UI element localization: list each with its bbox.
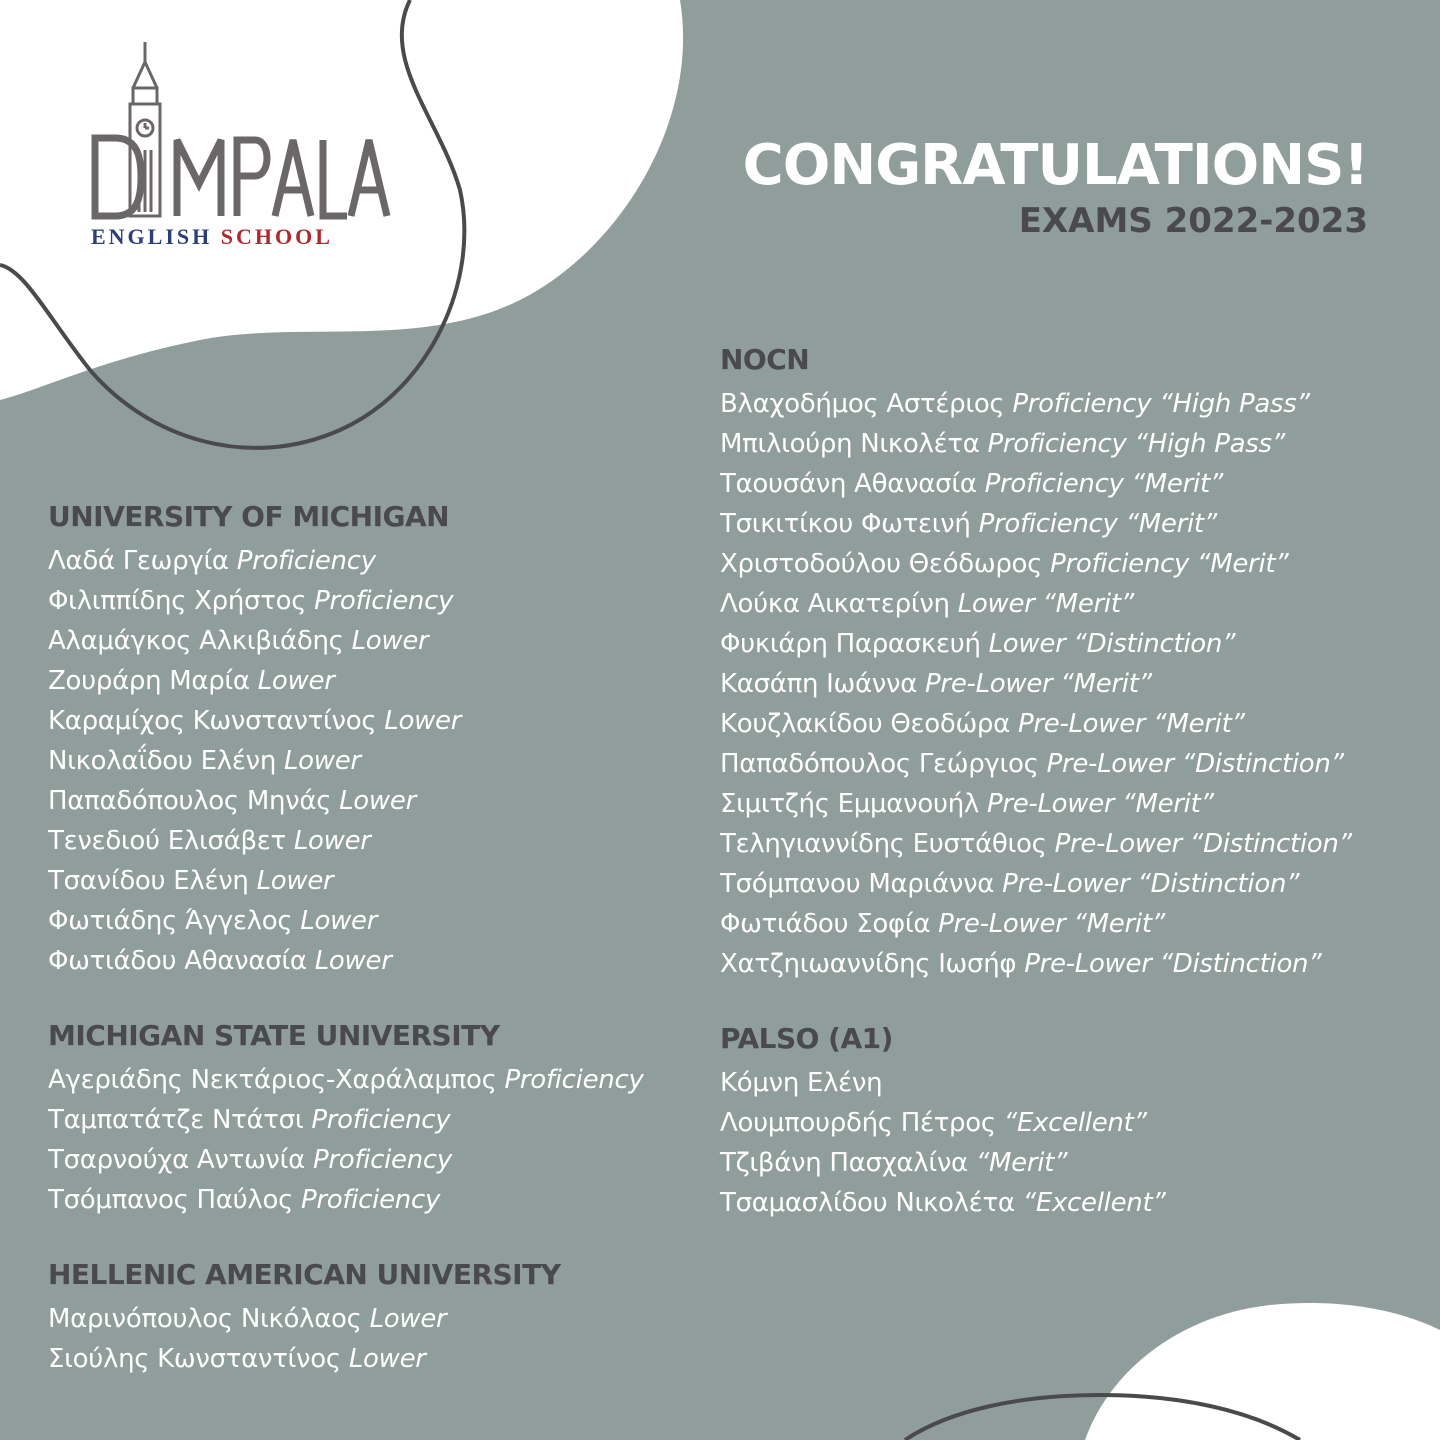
student-row (48, 901, 644, 941)
exam-level: “Excellent” (1003, 1108, 1147, 1138)
right-column (720, 343, 1352, 1261)
exam-level: Pre-Lower “Distinction” (1024, 949, 1322, 979)
exam-level: Proficiency (311, 1105, 451, 1135)
exam-level: Lower (293, 826, 371, 856)
student-row (720, 544, 1352, 584)
student-name: Αλαμάγκος Αλκιβιάδης (48, 626, 344, 656)
student-name: Φιλιππίδης Χρήστος (48, 586, 307, 616)
student-row (720, 1063, 1352, 1103)
student-name: Κασάπη Ιωάννα (720, 669, 918, 699)
student-row (720, 1103, 1352, 1143)
student-name: Τσαρνούχα Αντωνία (48, 1145, 305, 1175)
student-name: Χριστοδούλου Θεόδωρος (720, 549, 1043, 579)
exam-level: Pre-Lower “Distinction” (1054, 829, 1352, 859)
exam-level: Proficiency (504, 1065, 644, 1095)
section-title: MICHIGAN STATE UNIVERSITY (48, 1019, 500, 1052)
student-name: Λούκα Αικατερίνη (720, 589, 950, 619)
student-name: Φωτιάδου Αθανασία (48, 946, 307, 976)
left-column (48, 500, 644, 1417)
student-row (48, 781, 644, 821)
student-row (48, 941, 644, 981)
exam-level: Lower (339, 786, 416, 816)
exam-level: Pre-Lower “Distinction” (1002, 869, 1300, 899)
student-row (48, 1140, 644, 1180)
exam-level: Lower (369, 1304, 447, 1334)
exam-level: Proficiency “Merit” (1050, 549, 1289, 579)
student-row (720, 824, 1352, 864)
student-name: Τενεδιού Ελισάβετ (48, 826, 286, 856)
exam-level: Pre-Lower “Merit” (986, 789, 1214, 819)
student-row (720, 1143, 1352, 1183)
student-name: Κουζλακίδου Θεοδώρα (720, 709, 1010, 739)
student-row (48, 661, 644, 701)
student-row (720, 744, 1352, 784)
student-row (720, 624, 1352, 664)
school-logo (85, 40, 405, 260)
page-subtitle: EXAMS 2022-2023 (1018, 200, 1368, 241)
exam-level: “Excellent” (1022, 1188, 1166, 1218)
exam-level: Proficiency “Merit” (978, 509, 1217, 539)
student-row (720, 944, 1352, 984)
exam-level: Lower “Distinction” (988, 629, 1236, 659)
student-name: Φωτιάδου Σοφία (720, 909, 931, 939)
exam-section (720, 1022, 1352, 1223)
student-name: Αγεριάδης Νεκτάριος-Χαράλαμπος (48, 1065, 497, 1095)
student-name: Τσαμασλίδου Νικολέτα (720, 1188, 1015, 1218)
exam-section (48, 500, 644, 981)
page-heading (743, 135, 1368, 241)
exam-level: Lower (256, 866, 334, 896)
student-name: Χατζηιωαννίδης Ιωσήφ (720, 949, 1017, 979)
student-name: Τσόμπανος Παύλος (48, 1185, 294, 1215)
student-row (48, 741, 644, 781)
exam-level: Pre-Lower “Merit” (1017, 709, 1245, 739)
student-row (720, 784, 1352, 824)
student-name: Τσόμπανου Μαριάννα (720, 869, 995, 899)
student-row (720, 904, 1352, 944)
exam-level: Proficiency (301, 1185, 441, 1215)
section-title: HELLENIC AMERICAN UNIVERSITY (48, 1258, 561, 1291)
student-row (720, 464, 1352, 504)
exam-level: Proficiency (314, 586, 454, 616)
student-row (48, 701, 644, 741)
exam-level: Lower (314, 946, 392, 976)
student-row (48, 1339, 644, 1379)
exam-level: Lower (283, 746, 361, 776)
student-row (720, 384, 1352, 424)
student-row (48, 1060, 644, 1100)
exam-section (720, 343, 1352, 984)
student-row (48, 581, 644, 621)
exam-level: Lower (257, 666, 335, 696)
student-name: Μαρινόπουλος Νικόλαος (48, 1304, 362, 1334)
student-row (48, 541, 644, 581)
exam-level: Lower (300, 906, 378, 936)
bottom-right-white-blob (1085, 1303, 1440, 1440)
student-name: Βλαχοδήμος Αστέριος (720, 389, 1005, 419)
student-name: Τεληγιαννίδης Ευστάθιος (720, 829, 1047, 859)
student-row (720, 1183, 1352, 1223)
exam-level: Lower (351, 626, 429, 656)
student-name: Φυκιάρη Παρασκευή (720, 629, 981, 659)
student-row (720, 864, 1352, 904)
student-name: Παπαδόπουλος Μηνάς (48, 786, 332, 816)
section-title: PALSO (A1) (720, 1022, 893, 1055)
logo-subtitle (91, 224, 333, 250)
student-name: Λουμπουρδής Πέτρος (720, 1108, 996, 1138)
exam-level: Proficiency (312, 1145, 452, 1175)
student-row (720, 704, 1352, 744)
student-name: Μπιλιούρη Νικολέτα (720, 429, 980, 459)
exam-level: Proficiency “Merit” (984, 469, 1224, 499)
student-name: Σιμιτζής Εμμανουήλ (720, 789, 979, 819)
student-name: Παπαδόπουλος Γεώργιος (720, 749, 1039, 779)
logo-wordmark-graphic (89, 134, 399, 220)
exam-level: Proficiency “High Pass” (1012, 389, 1310, 419)
student-row (48, 821, 644, 861)
student-row (48, 1100, 644, 1140)
exam-level: Proficiency (236, 546, 376, 576)
exam-level: Pre-Lower “Merit” (938, 909, 1165, 939)
student-name: Νικολαΐδου Ελένη (48, 746, 276, 776)
exam-level: Lower (384, 706, 462, 736)
exam-level: Pre-Lower “Merit” (925, 669, 1152, 699)
student-name: Τσανίδου Ελένη (48, 866, 249, 896)
student-name: Ταμπατάτζε Ντάτσι (48, 1105, 304, 1135)
student-name: Καραμίχος Κωνσταντίνος (48, 706, 377, 736)
page-title: CONGRATULATIONS! (742, 133, 1368, 198)
exam-level: Lower “Merit” (957, 589, 1134, 619)
exam-section (48, 1258, 644, 1379)
student-row (720, 584, 1352, 624)
student-name: Φωτιάδης Άγγελος (48, 906, 293, 936)
student-name: Ζουράρη Μαρία (48, 666, 250, 696)
student-row (48, 861, 644, 901)
exam-level: “Merit” (975, 1148, 1068, 1178)
student-row (720, 504, 1352, 544)
student-name: Τσικιτίκου Φωτεινή (720, 509, 971, 539)
student-name: Λαδά Γεωργία (48, 546, 229, 576)
student-name: Σιούλης Κωνσταντίνος (48, 1344, 341, 1374)
logo-sub-school: SCHOOL (220, 224, 333, 249)
exam-level: Pre-Lower “Distinction” (1046, 749, 1344, 779)
student-row (720, 424, 1352, 464)
student-row (48, 1299, 644, 1339)
student-row (48, 621, 644, 661)
exam-level: Proficiency “High Pass” (987, 429, 1285, 459)
student-name: Κόμνη Ελένη (720, 1068, 883, 1098)
exam-section (48, 1019, 644, 1220)
student-row (48, 1180, 644, 1220)
section-title: UNIVERSITY OF MICHIGAN (48, 500, 450, 533)
student-row (720, 664, 1352, 704)
logo-sub-english: ENGLISH (91, 224, 213, 249)
section-title: NOCN (720, 343, 810, 376)
exam-level: Lower (348, 1344, 426, 1374)
student-name: Τζιβάνη Πασχαλίνα (720, 1148, 968, 1178)
student-name: Ταουσάνη Αθανασία (720, 469, 977, 499)
